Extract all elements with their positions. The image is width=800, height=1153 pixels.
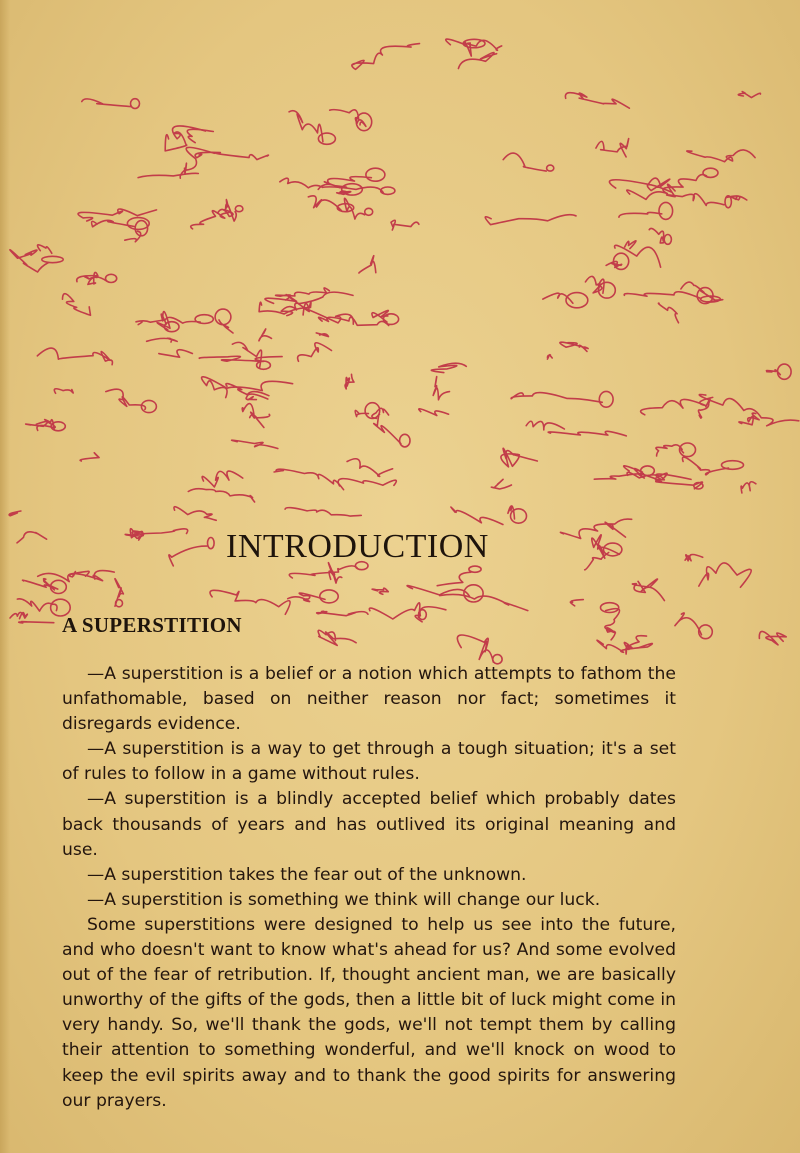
scrawl-mark [210, 590, 290, 614]
scrawl-mark [289, 566, 357, 578]
scrawl-mark [391, 220, 419, 230]
scrawl-mark [17, 532, 47, 543]
scrawl-mark [169, 546, 207, 566]
scrawl-mark [138, 173, 198, 177]
scrawl-mark [624, 466, 691, 480]
scrawl-loop [511, 509, 527, 523]
scrawl-mark [565, 93, 629, 109]
paragraph: —A superstition is something we think will change our luck. [87, 889, 601, 910]
scrawl-mark [485, 215, 576, 225]
scrawl-loop [547, 165, 554, 171]
scrawl-mark [130, 529, 143, 540]
scrawl-mark [199, 356, 282, 361]
scrawl-loop [601, 603, 619, 613]
scrawl-loop [318, 133, 335, 144]
scrawl-mark [372, 310, 388, 322]
scrawl-loop [604, 543, 622, 556]
scrawl-mark [491, 479, 511, 489]
scrawl-mark [596, 139, 629, 157]
scrawl-mark [431, 363, 466, 372]
scrawl-loop [131, 99, 140, 109]
scrawl-mark [501, 448, 537, 467]
scrawl-mark [359, 256, 376, 273]
scrawl-loop [257, 361, 271, 369]
scrawl-mark [437, 572, 471, 586]
paragraph: Some superstitions were designed to help us see into the future, and who doesn't want to know what's ahead for us? And some evolved out of the fear of retribution. If, thought ancient man, we are basically unworthy of the gifts of the gods, then a little bit of luck might come in very handy. So, we'll thank the gods, we'll not tempt them by calling their attention to something wonderful, and we'll knock on wood to keep the evil spirits away and to thank the good spirits for answering our prayers. [62, 914, 676, 1111]
scrawl-loop [208, 538, 215, 549]
scrawl-mark [274, 469, 344, 490]
chapter-title: INTRODUCTION [226, 528, 489, 565]
scrawl-mark [658, 303, 678, 323]
scrawl-loop [235, 206, 243, 212]
scrawl-loop [566, 293, 588, 308]
scrawl-loop [42, 256, 63, 262]
paragraph: —A superstition is a belief or a notion which attempts to fathom the unfathomable, based on neither reason nor fact; sometimes it disregards evidence. [62, 664, 676, 735]
scrawl-mark [685, 555, 703, 561]
scrawl-mark [345, 374, 354, 389]
scrawl-mark [232, 440, 278, 448]
paragraph: —A superstition takes the fear out of the unknown. [87, 864, 527, 885]
scrawl-mark [585, 553, 609, 570]
scrawl-mark [641, 397, 713, 414]
scrawl-mark [280, 178, 384, 194]
scrawl-mark [9, 511, 21, 516]
scrawl-mark [285, 508, 361, 516]
scrawl-loop [778, 364, 792, 379]
scrawl-loop [106, 274, 117, 282]
scrawl-loop [195, 315, 213, 324]
body-text [62, 662, 676, 1114]
scrawl-mark [19, 622, 54, 623]
scrawl-mark [317, 611, 368, 615]
scrawl-mark [82, 99, 131, 107]
scrawl-loop [599, 391, 613, 407]
scrawl-mark [37, 348, 112, 365]
scrawl-mark [759, 631, 786, 644]
scrawl-mark [347, 459, 393, 477]
scrawl-mark [174, 507, 216, 521]
scrawl-mark [298, 343, 332, 362]
scrawl-mark [147, 338, 178, 342]
scrawl-mark [687, 150, 755, 162]
scrawl-mark [344, 198, 364, 219]
scrawl-loop [366, 168, 385, 181]
scrawl-mark [188, 489, 254, 502]
scrawl-mark [433, 377, 449, 400]
scrawl-mark [23, 579, 58, 590]
scrawl-mark [330, 110, 366, 127]
scrawl-mark [80, 453, 99, 461]
scrawl-mark [619, 212, 662, 217]
scrawl-mark [632, 579, 664, 601]
scrawl-mark [570, 600, 583, 606]
scrawl-mark [547, 355, 552, 359]
paragraph: —A superstition is a blindly accepted belief which probably dates back thousands of years and has outlived its original meaning and use. [62, 789, 676, 860]
scrawl-mark [316, 333, 328, 337]
scrawl-mark [159, 350, 193, 357]
paragraph: —A superstition is a way to get through a tough situation; it's a set of rules to follow in a game without rules. [62, 739, 676, 785]
scrawl-mark [10, 612, 27, 618]
scrawl-mark [369, 603, 419, 619]
scrawl-mark [605, 609, 620, 640]
scrawl-loop [722, 461, 744, 470]
scrawl-loop [383, 314, 398, 325]
scrawl-mark [265, 295, 353, 325]
scrawl-mark [440, 594, 528, 610]
scrawl-mark [560, 342, 588, 351]
scrawl-mark [26, 422, 48, 427]
scrawl-mark [259, 329, 272, 341]
scrawl-mark [246, 394, 268, 400]
scrawl-mark [451, 507, 503, 525]
scrawl-mark [289, 111, 323, 142]
scrawl-mark [526, 421, 564, 430]
scrawl-mark [54, 389, 73, 394]
scrawl-mark [219, 320, 233, 333]
scrawl-loop [215, 309, 231, 325]
scrawl-mark [741, 482, 756, 493]
scrawl-mark [624, 292, 701, 299]
scrawl-loop [365, 208, 373, 215]
scrawl-mark [195, 152, 268, 159]
scrawl-mark [374, 414, 401, 444]
scrawl-loop [320, 590, 338, 603]
scrawl-mark [338, 479, 396, 486]
scrawl-mark [609, 178, 671, 192]
scrawl-mark [560, 519, 631, 538]
scrawl-mark [308, 196, 341, 211]
scrawl-mark [699, 563, 751, 587]
scrawl-mark [738, 92, 760, 98]
scrawl-mark [548, 431, 626, 436]
scrawl-loop [703, 168, 718, 177]
scrawl-mark [125, 231, 141, 242]
scrawl-loop [400, 434, 410, 447]
scrawl-mark [675, 613, 702, 635]
section-title: A SUPERSTITION [62, 613, 242, 637]
scrawl-mark [458, 52, 496, 68]
scrawl-mark [739, 413, 759, 425]
scrawl-mark [419, 409, 449, 416]
scrawl-mark [106, 389, 146, 409]
scrawl-mark [202, 471, 243, 487]
scrawl-mark [511, 393, 602, 403]
scrawl-mark [503, 153, 546, 171]
scrawl-mark [372, 588, 388, 594]
scrawl-mark [191, 211, 230, 229]
scrawl-mark [38, 245, 52, 253]
scrawl-loop [659, 202, 673, 219]
scrawl-mark [624, 636, 646, 654]
scrawl-mark [63, 294, 91, 316]
scrawl-mark [457, 635, 493, 662]
scrawl-mark [84, 276, 97, 279]
scrawl-mark [352, 44, 420, 70]
scrawl-mark [649, 228, 664, 243]
scrawl-loop [664, 235, 671, 245]
scrawl-mark [187, 129, 213, 142]
scrawl-mark [318, 630, 356, 645]
scrawl-mark [625, 241, 636, 249]
scrawl-mark [681, 282, 723, 302]
scrawl-loop [469, 566, 481, 572]
